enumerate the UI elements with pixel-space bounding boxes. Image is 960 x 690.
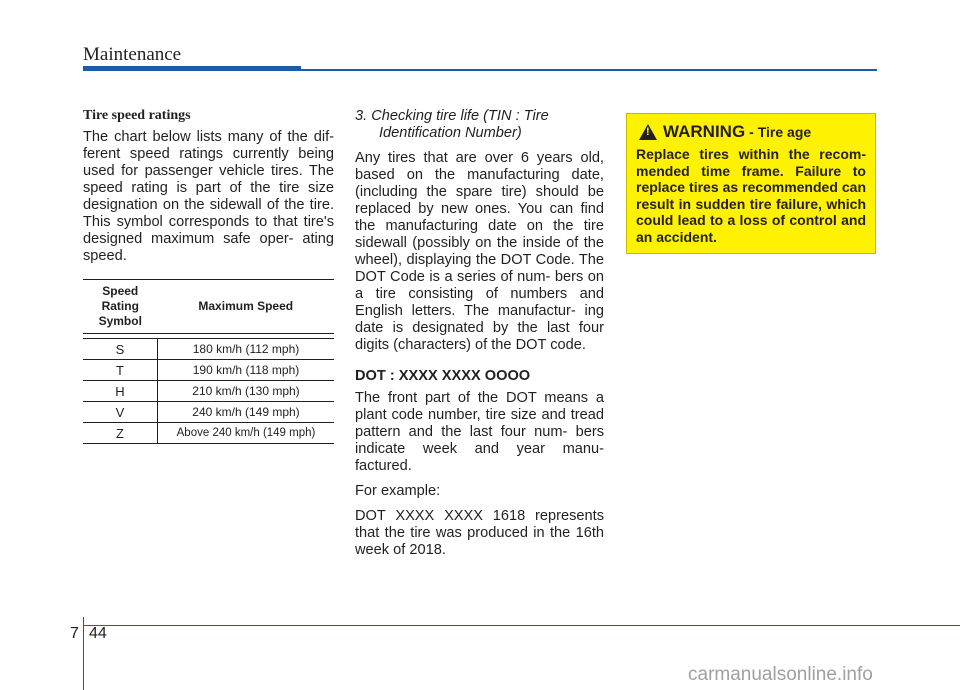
warning-triangle-icon — [639, 124, 657, 140]
warning-text: Replace tires within the recom- mended time frame. Failure to replace tires as recommended can result in sudden tire failure, which could lead to a loss of control and an accident. — [636, 146, 866, 245]
watermark: carmanualsonline.info — [688, 664, 873, 685]
table-header-speed: Maximum Speed — [158, 280, 335, 334]
warning-title: WARNING — [663, 122, 746, 141]
speed-rating-table — [83, 279, 334, 444]
section-title — [355, 108, 604, 142]
table-cell-speed: 210 km/h (130 mph) — [158, 381, 335, 402]
section-heading: Tire speed ratings — [83, 108, 191, 123]
table-cell-symbol: V — [83, 402, 158, 423]
table-row — [83, 423, 334, 444]
intro-paragraph: The chart below lists many of the dif- ferent speed ratings currently being used for passenger vehicle tires. The speed rating is part of the tire size designation on the sidewall of the tire. This symbol corresponds to that tire's designed maximum safe oper- ating speed. — [83, 129, 334, 264]
table-cell-symbol: S — [83, 339, 158, 360]
table-row — [83, 339, 334, 360]
table-header-symbol: Speed Rating Symbol — [83, 280, 158, 334]
footer-divider — [83, 617, 84, 690]
header-rule-thick — [83, 66, 301, 71]
middle-column — [355, 108, 604, 567]
table-cell-symbol: H — [83, 381, 158, 402]
table-cell-speed: Above 240 km/h (149 mph) — [158, 423, 335, 444]
table-cell-symbol: T — [83, 360, 158, 381]
page-number: 44 — [89, 625, 107, 642]
example-label: For example: — [355, 483, 441, 499]
table-row — [83, 402, 334, 423]
dot-code-example: DOT : XXXX XXXX OOOO — [355, 368, 531, 384]
tin-paragraph: Any tires that are over 6 years old, based on the manufacturing date, (including the spare tire) should be replaced by new ones. You can find the manufacturing date on the tire sidewall (possibly on the inside of the wheel), displaying the DOT Code. The DOT Code is a series of num- bers on a tire consisting of numbers and English letters. The manufactur- ing date is designated by the last four digits (characters) of the DOT code. — [355, 150, 604, 353]
section-title-line2: Identification Number) — [379, 125, 522, 141]
page-header: Maintenance — [83, 44, 182, 65]
table-row — [83, 360, 334, 381]
section-title-line1: 3. Checking tire life (TIN : Tire — [355, 108, 549, 124]
table-cell-speed: 240 km/h (149 mph) — [158, 402, 335, 423]
warning-header — [636, 122, 866, 142]
example-paragraph: DOT XXXX XXXX 1618 represents that the tire was produced in the 16th week of 2018. — [355, 508, 604, 558]
table-cell-speed: 180 km/h (112 mph) — [158, 339, 335, 360]
warning-subtitle: - Tire age — [749, 124, 812, 140]
left-column — [83, 108, 334, 444]
dot-explanation: The front part of the DOT means a plant code number, tire size and tread pattern and the last four num- bers indicate week and year manu- factured. — [355, 390, 604, 474]
footer-rule — [83, 625, 960, 626]
table-cell-speed: 190 km/h (118 mph) — [158, 360, 335, 381]
table-row — [83, 381, 334, 402]
warning-box — [626, 113, 876, 254]
chapter-number: 7 — [70, 625, 79, 642]
header-rule-thin — [301, 69, 877, 71]
table-cell-symbol: Z — [83, 423, 158, 444]
